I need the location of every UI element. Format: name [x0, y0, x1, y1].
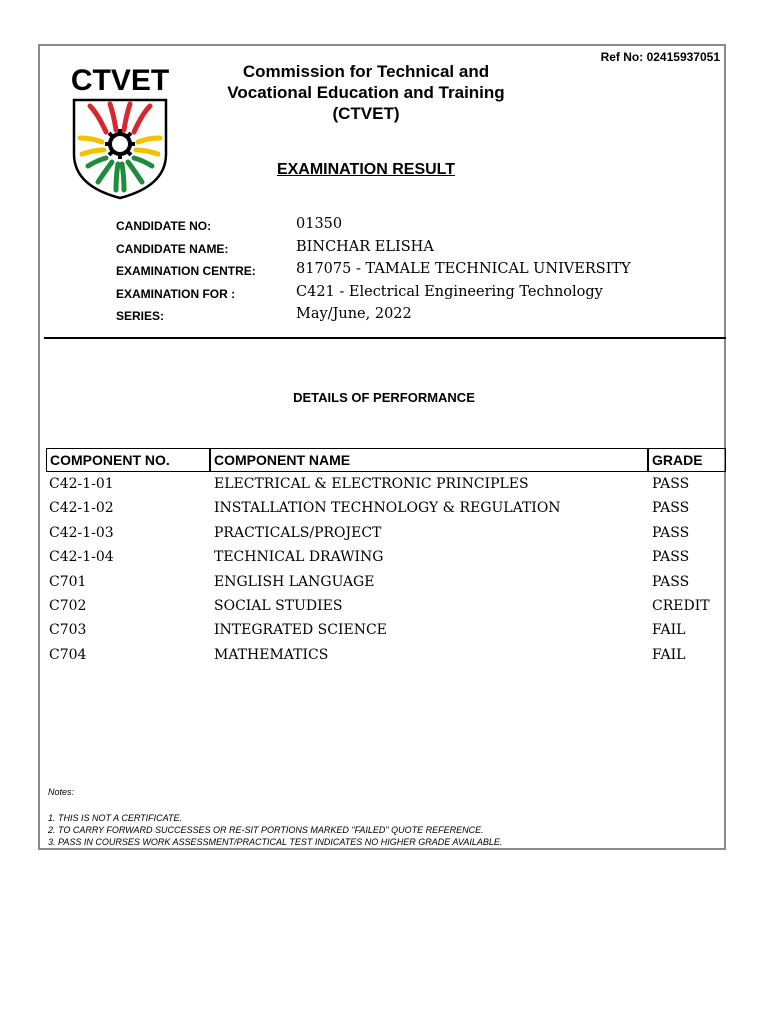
component-no-cell: C42-1-03	[49, 524, 114, 541]
notes-heading: Notes:	[48, 787, 75, 797]
header-grade: GRADE	[648, 448, 726, 472]
shield-emblem-icon	[68, 96, 172, 200]
grade-cell: FAIL	[652, 646, 686, 663]
org-line-2: Vocational Education and Training	[227, 83, 505, 102]
table-header	[46, 448, 726, 472]
table-row	[46, 523, 726, 547]
performance-heading: DETAILS OF PERFORMANCE	[293, 390, 475, 405]
component-name-cell: PRACTICALS/PROJECT	[214, 524, 382, 541]
component-name-cell: ELECTRICAL & ELECTRONIC PRINCIPLES	[214, 476, 529, 492]
table-row	[46, 645, 726, 669]
component-no-cell: C704	[49, 646, 87, 663]
organization-name	[226, 61, 506, 124]
document-title: EXAMINATION RESULT	[276, 161, 456, 178]
note-item: 2. TO CARRY FORWARD SUCCESSES OR RE-SIT PORTIONS MARKED "FAILED" QUOTE REFERENCE.	[48, 825, 484, 835]
component-name-cell: SOCIAL STUDIES	[214, 597, 343, 614]
field-value: 01350	[296, 216, 343, 232]
component-name-cell: MATHEMATICS	[214, 646, 329, 663]
component-no-cell: C701	[49, 573, 87, 590]
reference-number: Ref No: 02415937051	[600, 50, 720, 64]
component-name-cell: INSTALLATION TECHNOLOGY & REGULATION	[214, 500, 561, 517]
note-item: 3. PASS IN COURSES WORK ASSESSMENT/PRACTICAL TEST INDICATES NO HIGHER GRADE AVAILABLE.	[48, 837, 503, 847]
grade-cell: FAIL	[652, 622, 686, 639]
component-name-cell: TECHNICAL DRAWING	[214, 549, 384, 566]
table-row	[46, 498, 726, 522]
component-no-cell: C42-1-04	[49, 549, 114, 566]
grade-cell: CREDIT	[652, 597, 710, 614]
logo-wordmark: CTVET	[70, 64, 170, 97]
result-slip	[38, 44, 726, 850]
grade-cell: PASS	[652, 573, 690, 590]
field-value: BINCHAR ELISHA	[296, 238, 434, 255]
note-item: 1. THIS IS NOT A CERTIFICATE.	[48, 813, 183, 823]
org-line-3: (CTVET)	[332, 104, 400, 123]
grade-cell: PASS	[652, 549, 690, 566]
table-row	[46, 620, 726, 644]
field-label: EXAMINATION CENTRE:	[116, 264, 256, 278]
org-line-1: Commission for Technical and	[242, 62, 490, 81]
component-name-cell: INTEGRATED SCIENCE	[214, 622, 387, 639]
table-row	[46, 596, 726, 620]
grade-cell: PASS	[652, 524, 690, 541]
field-label: EXAMINATION FOR :	[116, 286, 236, 301]
component-no-cell: C42-1-02	[49, 500, 114, 517]
field-value: 817075 - TAMALE TECHNICAL UNIVERSITY	[296, 261, 631, 277]
component-no-cell: C702	[49, 597, 87, 614]
table-row	[46, 474, 726, 498]
component-name-cell: ENGLISH LANGUAGE	[214, 573, 375, 590]
header-component-name: COMPONENT NAME	[210, 448, 648, 472]
header-component-no: COMPONENT NO.	[46, 448, 210, 472]
field-label: SERIES:	[116, 309, 165, 323]
grade-cell: PASS	[652, 500, 690, 517]
field-label: CANDIDATE NO:	[116, 219, 212, 233]
table-row	[46, 547, 726, 571]
notes-section	[48, 786, 502, 848]
field-value: May/June, 2022	[296, 306, 412, 322]
table-row	[46, 572, 726, 596]
section-divider	[44, 337, 726, 339]
field-label: CANDIDATE NAME:	[116, 241, 229, 256]
results-table	[46, 474, 726, 669]
ctvet-logo	[68, 66, 172, 200]
component-no-cell: C703	[49, 622, 87, 639]
component-no-cell: C42-1-01	[49, 476, 114, 492]
field-value: C421 - Electrical Engineering Technology	[296, 283, 603, 300]
grade-cell: PASS	[652, 476, 690, 492]
